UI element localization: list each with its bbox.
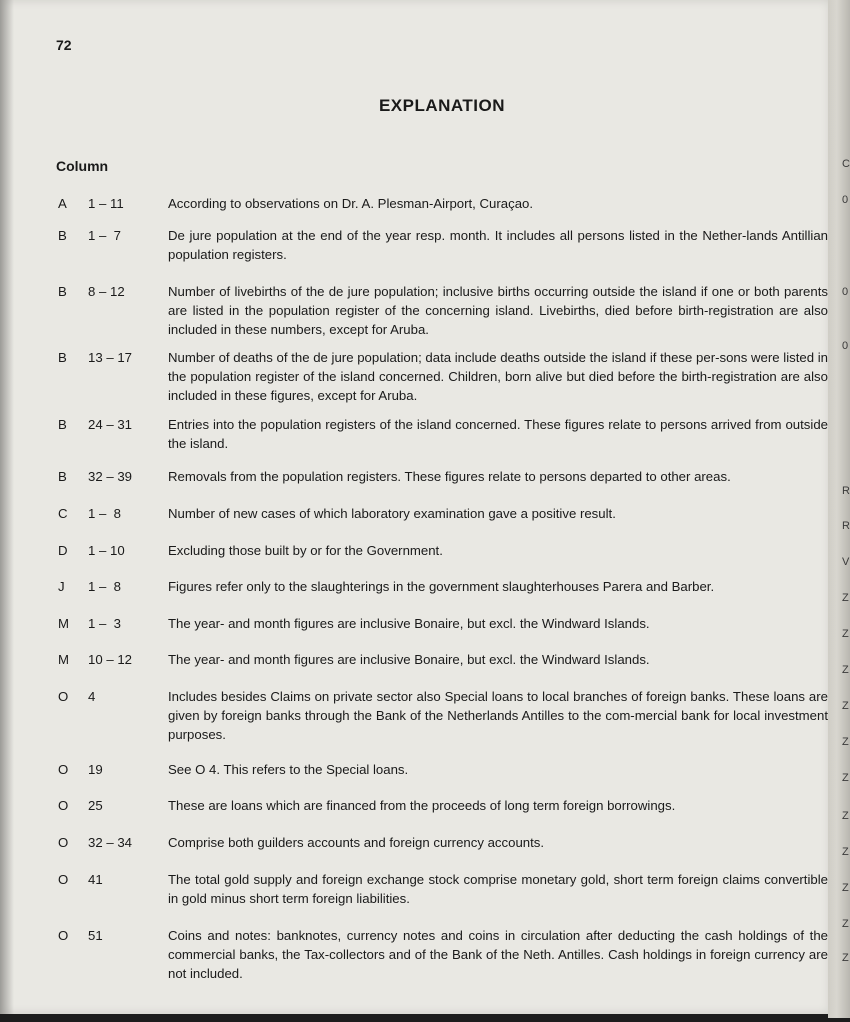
entry-description: Excluding those built by or for the Government. (168, 543, 443, 558)
entry-column-range: 32 – 39 (88, 469, 132, 484)
entry-column-code: J (58, 579, 65, 594)
entry-description: Entries into the population registers of the island concerned. These figures relate to persons arrived from outside the island. (168, 417, 828, 451)
entry-column-code: B (58, 469, 67, 484)
adjacent-page-letter: Z (842, 882, 849, 894)
entry-description: Figures refer only to the slaughterings in the government slaughterhouses Parera and Barber. (168, 579, 715, 594)
entry-column-range: 1 – 7 (88, 228, 121, 243)
entry-column-code: B (58, 417, 67, 432)
adjacent-page-letter: 0 (842, 286, 849, 298)
entry-column-code: M (58, 652, 69, 667)
entry-column-range: 13 – 17 (88, 350, 132, 365)
entry-column-code: O (58, 928, 69, 943)
entry-description: The year- and month figures are inclusive Bonaire, but excl. the Windward Islands. (168, 652, 650, 667)
column-header: Column (56, 158, 109, 174)
entry-description: Number of new cases of which laboratory examination gave a positive result. (168, 506, 616, 521)
entry-column-code: O (58, 798, 69, 813)
entry-column-range: 10 – 12 (88, 652, 132, 667)
adjacent-page-letter: V (842, 556, 850, 568)
entry-column-range: 4 (88, 689, 96, 704)
entry-column-range: 41 (88, 872, 103, 887)
entry-column-code: M (58, 616, 69, 631)
adjacent-page-letter: R (842, 520, 850, 532)
entry-column-range: 1 – 3 (88, 616, 121, 631)
entry-column-range: 51 (88, 928, 103, 943)
entry-column-range: 1 – 8 (88, 579, 121, 594)
adjacent-page-edge (828, 0, 850, 1018)
entry-column-code: B (58, 228, 67, 243)
entry-column-range: 24 – 31 (88, 417, 132, 432)
entry-column-code: O (58, 762, 69, 777)
adjacent-page-letter: Z (842, 918, 849, 930)
entry-column-range: 25 (88, 798, 103, 813)
adjacent-page-letter: Z (842, 772, 849, 784)
adjacent-page-letter: 0 (842, 340, 849, 352)
entry-column-range: 32 – 34 (88, 835, 132, 850)
entry-description: De jure population at the end of the year resp. month. It includes all persons listed in the Nether-lands Antillian population registers. (168, 228, 828, 262)
adjacent-page-letter: C (842, 158, 850, 170)
adjacent-page-letter: R (842, 485, 850, 497)
entry-column-range: 1 – 11 (88, 196, 124, 211)
entry-column-code: B (58, 284, 67, 299)
entry-description: According to observations on Dr. A. Plesman-Airport, Curaçao. (168, 196, 534, 211)
entry-column-code: C (58, 506, 68, 521)
entry-column-code: O (58, 835, 69, 850)
entry-column-code: A (58, 196, 67, 211)
entry-description: Number of livebirths of the de jure population; inclusive births occurring outside the island if one or both parents are listed in the population register of the concerning island. Livebirths, died before birth-registration are also included in these numbers, except for Aruba. (168, 284, 828, 337)
adjacent-page-letter: Z (842, 628, 849, 640)
adjacent-page-letter: 0 (842, 194, 849, 206)
page-title: EXPLANATION (378, 96, 506, 115)
entry-description: The year- and month figures are inclusive Bonaire, but excl. the Windward Islands. (168, 616, 650, 631)
entry-description: These are loans which are financed from the proceeds of long term foreign borrowings. (168, 798, 676, 813)
entry-description: Comprise both guilders accounts and foreign currency accounts. (168, 835, 545, 850)
adjacent-page-letter: Z (842, 736, 849, 748)
entry-column-range: 8 – 12 (88, 284, 125, 299)
entry-column-code: B (58, 350, 67, 365)
entry-description: Number of deaths of the de jure population; data include deaths outside the island if these per-sons were listed in the population register of the island concerned. Children, born alive but died before the birth-registration are also included in these figures, except for Aruba. (168, 350, 828, 403)
entry-column-range: 19 (88, 762, 103, 777)
entry-description: Removals from the population registers. These figures relate to persons departed to other areas. (168, 469, 731, 484)
spine-shadow (0, 0, 14, 1014)
adjacent-page-letter: Z (842, 592, 849, 604)
entry-column-code: D (58, 543, 68, 558)
entry-description: The total gold supply and foreign exchange stock comprise monetary gold, short term foreign claims convertible in gold minus short term foreign liabilities. (168, 872, 828, 906)
entry-description: See O 4. This refers to the Special loans. (168, 762, 409, 777)
adjacent-page-letter: Z (842, 846, 849, 858)
entry-column-code: O (58, 689, 69, 704)
adjacent-page-letter: Z (842, 952, 849, 964)
adjacent-page-letter: Z (842, 700, 849, 712)
adjacent-page-letter: Z (842, 810, 849, 822)
entry-description: Includes besides Claims on private sector also Special loans to local branches of foreign banks. These loans are given by foreign banks through the Bank of the Netherlands Antilles to the com-mercial bank for local investment purposes. (168, 689, 828, 742)
entry-column-code: O (58, 872, 69, 887)
entry-description: Coins and notes: banknotes, currency notes and coins in circulation after deducting the cash holdings of the commercial banks, the Tax-collectors and of the Bank of the Neth. Antilles. Cash holdings in foreign currency are not included. (168, 928, 828, 981)
entry-column-range: 1 – 10 (88, 543, 125, 558)
page-number: 72 (56, 37, 72, 53)
entry-column-range: 1 – 8 (88, 506, 121, 521)
adjacent-page-letter: Z (842, 664, 849, 676)
